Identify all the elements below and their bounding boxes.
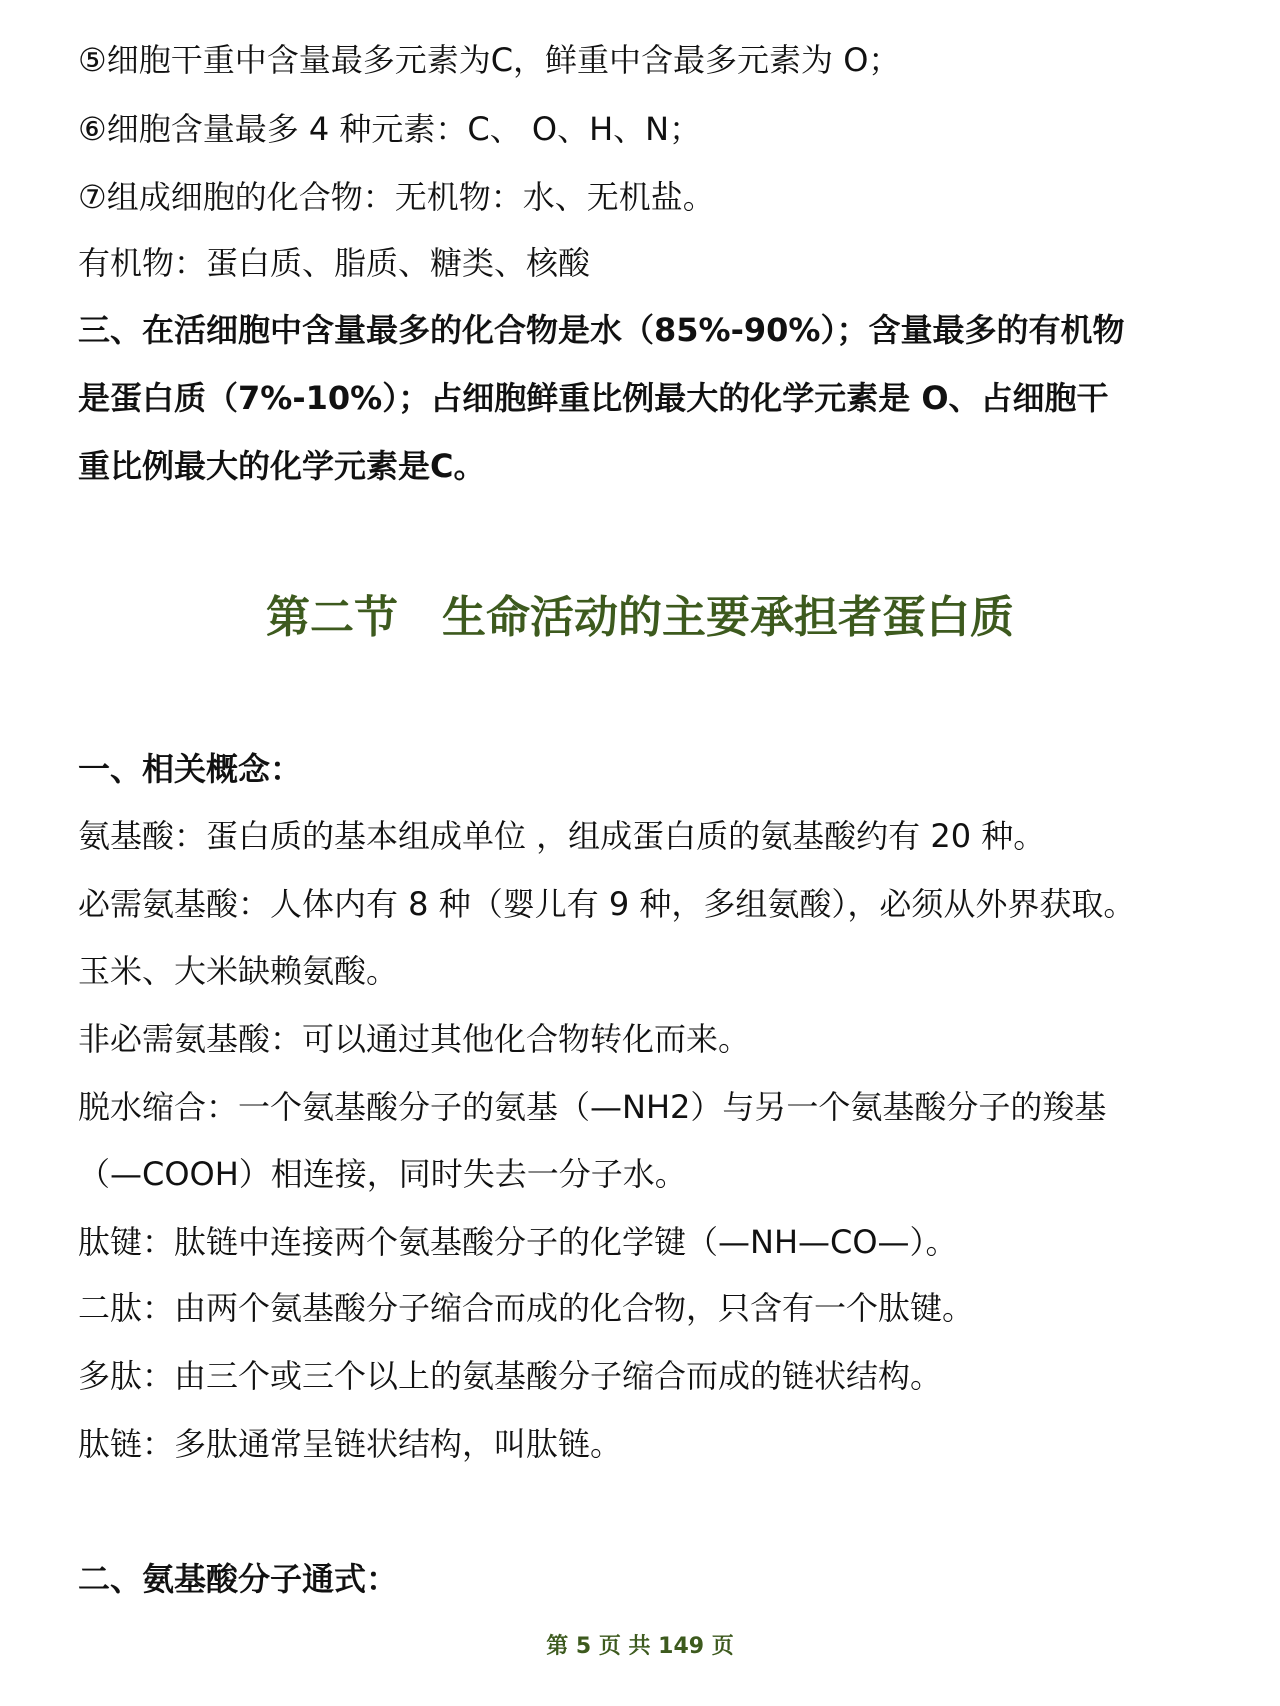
list-item: ⑦组成细胞的化合物：无机物：水、无机盐。 — [78, 178, 715, 216]
key-point-line: 重比例最大的化学元素是C。 — [78, 447, 486, 485]
page-number: 第 5 页 共 149 页 — [546, 1634, 734, 1659]
concept-line: 脱水缩合：一个氨基酸分子的氨基（—NH2）与另一个氨基酸分子的羧基 — [78, 1088, 1107, 1126]
key-point-line: 是蛋白质（7%-10%）；占细胞鲜重比例最大的化学元素是 O、占细胞干 — [78, 379, 1109, 417]
concept-line: 肽链：多肽通常呈链状结构，叫肽链。 — [78, 1425, 623, 1463]
concept-line: （—COOH）相连接，同时失去一分子水。 — [78, 1155, 687, 1193]
section-heading: 一、相关概念： — [78, 750, 303, 788]
concept-line: 肽键：肽链中连接两个氨基酸分子的化学键（—NH—CO—）。 — [78, 1223, 958, 1261]
list-item: ⑥细胞含量最多 4 种元素：C、 O、H、N； — [78, 110, 702, 148]
list-item: 有机物：蛋白质、脂质、糖类、核酸 — [78, 244, 591, 282]
chapter-title: 第二节 生命活动的主要承担者蛋白质 — [266, 592, 1014, 643]
concept-line: 二肽：由两个氨基酸分子缩合而成的化合物，只含有一个肽键。 — [78, 1289, 975, 1327]
concept-line: 玉米、大米缺赖氨酸。 — [78, 952, 399, 990]
concept-line: 必需氨基酸：人体内有 8 种（婴儿有 9 种，多组氨酸），必须从外界获取。 — [78, 885, 1136, 923]
concept-line: 氨基酸：蛋白质的基本组成单位 ，组成蛋白质的氨基酸约有 20 种。 — [78, 817, 1046, 855]
list-item: ⑤细胞干重中含量最多元素为C，鲜重中含最多元素为 O； — [78, 41, 901, 79]
section-heading: 二、氨基酸分子通式： — [78, 1560, 399, 1598]
concept-line: 多肽：由三个或三个以上的氨基酸分子缩合而成的链状结构。 — [78, 1357, 943, 1395]
concept-line: 非必需氨基酸：可以通过其他化合物转化而来。 — [78, 1020, 751, 1058]
key-point-line: 三、在活细胞中含量最多的化合物是水（85%-90%）；含量最多的有机物 — [78, 311, 1125, 349]
